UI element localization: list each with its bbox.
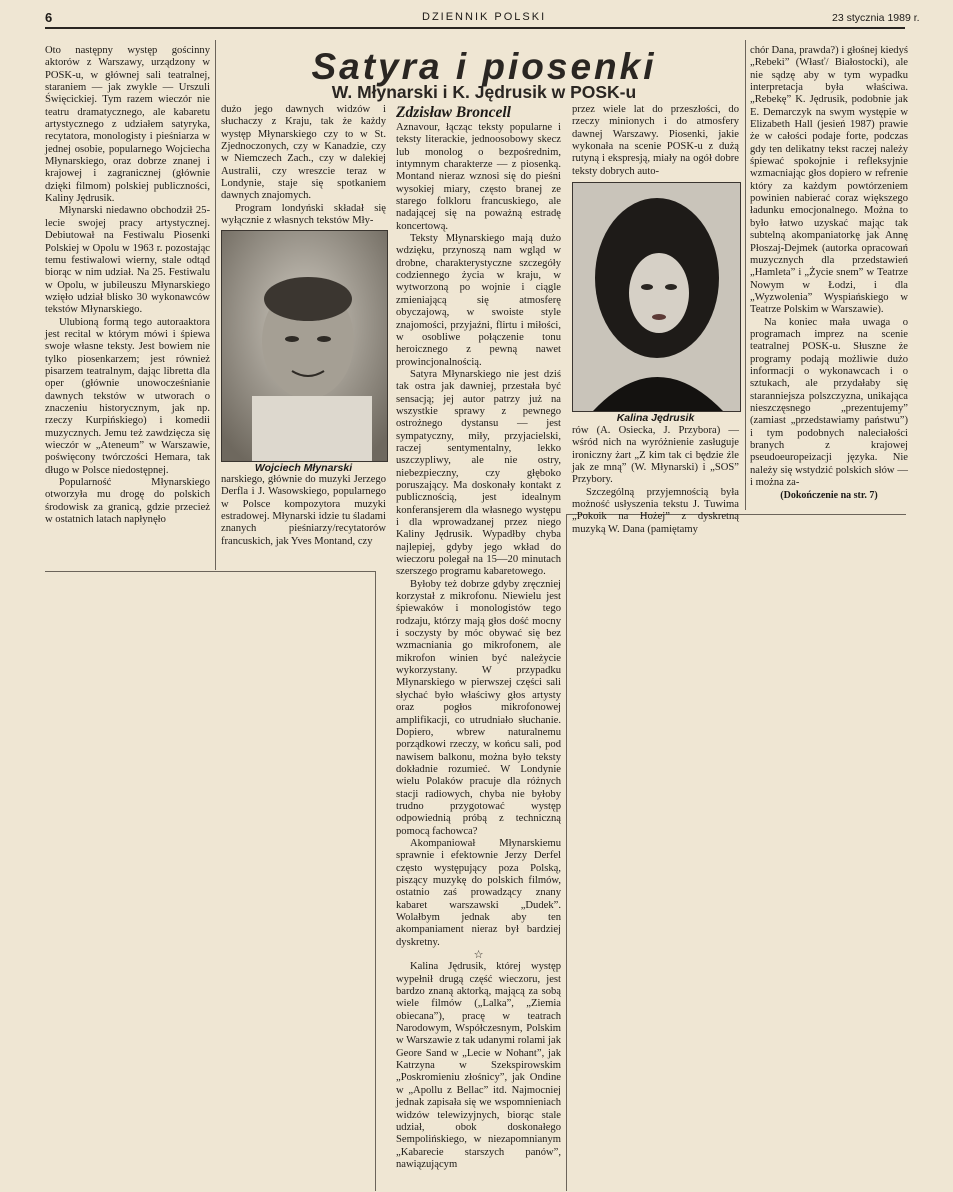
photo-wojciech-mlynarski [221, 230, 388, 462]
photo-kalina-jedrusik [572, 182, 741, 412]
photo-caption: Wojciech Młynarski [254, 462, 353, 474]
column-rule [566, 515, 567, 1191]
paragraph: Aznavour, łącząc teksty popularne i teksty literackie, jednoosobowy skecz lub monolog o bezpośrednim, intymnym charakterze — z piosenką. Montand nieraz wznosi się do pieśni wysokiej miary, często branej ze starego folkloru francuskiego, ale nadającej się na poważną estradę koncertową. [396, 122, 561, 232]
article-subtitle: W. Młynarski i K. Jędrusik w POSK-u [331, 82, 637, 102]
column-5 [750, 45, 908, 489]
paragraph: Kalina Jędrusik, której występ wypełnił drugą część wieczoru, jest bardzo znaną aktorką, mającą za sobą wiele filmów („Lalka”, „Ziemia obiecana”), pracę w teatrach Narodowym, Współczesnym, Polskim w Warszawie z tak udanymi rolami jak Geore Sand w „Lecie w Nohant”, jak Katrzyna w Szekspirowskim „Poskromieniu złośnicy”, jak Ondine w „Apollu z Bellac” itd. Najmocniej jednak zapisała się we wspomnieniach widzów telewizyjnych, biorąc stale udział, obok doskonałego Sempolińskiego, w niezapomnianym „Kabarecie starszych panów”, nawiązującym [396, 961, 561, 1170]
issue-date: 23 stycznia 1989 r. [832, 12, 920, 24]
portrait-image [222, 231, 387, 461]
paragraph: Szczególną przyjemnością była możność usłyszenia tekstu J. Tuwima „Pokoik na Hożej” z dyskretną muzyką W. Dana (pamiętamy [572, 486, 739, 535]
page-number: 6 [45, 10, 53, 25]
column-4-bottom [572, 425, 739, 535]
paragraph: narskiego, głównie do muzyki Jerzego Derfla i J. Wasowskiego, popularnego w Polsce kompozytora muzyki estradowej. Młynarski idzie tu śladami znanych pieśniarzy/recytatorów francuskich, jak Yves Montand, czy [221, 474, 386, 547]
paragraph: Na koniec mała uwaga o programach imprez na scenie teatralnej POSK-u. Słuszne że programy podają możliwie dużo informacji o wykonawcach i o sztukach, ale przydałaby się staranniejsza polszczyzna, unikająca nieszczęsnego „prezentujemy” (zamiast „przedstawiamy państwu”) i tym podobnych naleciałości branych z krajowej pseudoeuropeizacji języka. Nie należy się wstydzić polskich słów — i można za- [750, 316, 908, 489]
paragraph: Program londyński składał się wyłącznie z własnych tekstów Mły- [221, 202, 386, 227]
column-4-top [572, 104, 739, 179]
photo-caption: Kalina Jędrusik [616, 412, 695, 424]
paragraph: Teksty Młynarskiego mają dużo wdzięku, przynoszą nam wgląd w drobne, charakterystyczne szczegóły codziennego życia w kraju, w wytworzoną po wojnie i ciągle zmieniającą się atmosferę obyczajową, w swoiste style znajomości, przyjaźni, flirtu i miłości, w osobliwe połączenie tonu heroicznego z pewną nawet prowincjonalnością. [396, 233, 561, 368]
paragraph: dużo jego dawnych widzów i słuchaczy z Kraju, tak że każdy występ Młynarskiego czy to w St. Zjednoczonych, czy w Kanadzie, czy w Niemczech Zach., czy w dalekiej Australii, czy wreszcie teraz w Londynie, staje się spotkaniem dawnych znajomych. [221, 104, 386, 202]
column-2-bottom [221, 474, 386, 569]
column-rule [215, 40, 216, 570]
column-3 [396, 122, 561, 1187]
portrait-image [573, 183, 740, 411]
column-rule [45, 571, 375, 572]
column-rule [375, 571, 376, 1191]
column-rule [745, 40, 746, 510]
paragraph: rów (A. Osiecka, J. Przybora) — wśród nich na wyróżnienie zasługuje ironiczny żart „Z kim tak ci będzie źle jak ze mną” (W. Młynarski) i „SOS” Przybory. [572, 425, 739, 486]
section-divider: ☆ [473, 949, 484, 962]
paragraph: Oto następny występ gościnny aktorów z Warszawy, urządzony w POSK-u, w głównej sali teatralnej, staraniem — jak zwykle — Urszuli Święcickiej. Tym razem wieczór nie teatru dramatycznego, ale kabaretu artystycznego z udziałem satyryka, recytatora, monologisty i pieśniarza w jednej osobie, popularnego Wojciecha Młynarskiego, oraz dobrze znanej i krajowej i zagranicznej (głównie dzięki filmom) polskiej publiczności, Kaliny Jędrusik. [45, 45, 210, 205]
header-rule [45, 27, 905, 29]
byline: Zdzisław Broncell [396, 104, 511, 121]
paper-name: DZIENNIK POLSKI [422, 11, 547, 23]
article-title: Satyra i piosenki [311, 46, 657, 87]
paragraph: Popularność Młynarskiego otworzyła mu drogę do polskich środowisk za granicą, gdzie przecież w ostatnich latach napłynęło [45, 477, 210, 526]
paragraph: Byłoby też dobrze gdyby zręczniej korzystał z mikrofonu. Niewielu jest śpiewaków i monologistów tego rodzaju, którzy mają głos dość mocny i soczysty by móc obywać się bez wzmacniania go mikrofonem, ale mikrofon winien być należycie wykorzystany. W przypadku Młynarskiego w pierwszej części sali słychać było właściwy głos artysty oraz pogłos mikrofonowej amplifikacji, co utrudniało słuchanie. Dopiero, wbrew naturalnemu porządkowi rzeczy, w końcu sali, pod nawisem balkonu, można było teksty dokładnie rozumieć. W Londynie wielu Polaków pracuje dla różnych stacji radiowych, chyba nie byłoby trudno przygotować występ odpowiednią próbą z techniczną pomocą fachowca? [396, 578, 561, 837]
paragraph: przez wiele lat do przeszłości, do rzeczy minionych i do atmosfery dawnej Warszawy. Piosenki, jakie wykonała na scenie POSK-u z dużą rutyną i ekspresją, miały na ogół dobre teksty dobrych auto- [572, 104, 739, 177]
continuation-note: (Dokończenie na str. 7) [780, 490, 878, 501]
column-2-top [221, 104, 386, 227]
paragraph: Akompaniował Młynarskiemu sprawnie i efektownie Jerzy Derfel często występujący poza Polską, piszący muzykę do polskich filmów, ostatnio zaś prowadzący znany kabaret warszawski „Dudek”. Wolałbym jednak aby ten akompaniament nieraz był bardziej dyskretny. [396, 837, 561, 948]
paragraph: chór Dana, prawda?) i głośnej kiedyś „Rebeki” (Własť/ Białostocki), ale nie sądzę aby w tym wypadku interpretacja była właściwa. „Rebekę” K. Jędrusik, podobnie jak E. Demarczyk na swym występie w Elizabeth Hall (jesień 1987) prawie że w całości podaje forte, podczas gdy ten delikatny tekst raczej należy śpiewać spokojnie i refleksyjnie wzmacniając głos dopiero w refrenie który za każdym powtórzeniem powinien nabierać coraz większego ładunku emocjonalnego. Można to było łatwo uzyskać mając tak subtelną akompaniatorkę jak Annę Płoszaj-Dejmek (autorka opracowań muzycznych dla przedstawień „Hamleta” i „Życie snem” w Teatrze Nowym w Łodzi, i dla „Wyzwolenia” Wyspiańskiego w Teatrze Polskim w Warszawie). [750, 45, 908, 316]
paragraph: Satyra Młynarskiego nie jest dziś tak ostra jak dawniej, przestała być sensacją; jej autor patrzy już na wszystkie sprawy z pewnego ostrożnego dystansu — jest sympatyczny, miły, przyjacielski, raczej sentymentalny, lekko uszczypliwy, ale nie ostry, niebezpieczny, czy głęboko poruszający. Ma doskonały kontakt z publicznością, jest idealnym konferansjerem dla własnego występu i dla wprowadzanej przez niego Kaliny Jędrusik. Wypadłby chyba najlepiej, gdyby jego wkład do wieczoru polegał na 15—20 minutach szerszego programu kabaretowego. [396, 368, 561, 578]
paragraph: Młynarski niedawno obchodził 25-lecie swojej pracy artystycznej. Debiutował na Festiwalu Piosenki Polskiej w Opolu w 1963 r. pozostając temu festiwalowi wierny, stale odtąd biorąc w nim udział. Na 25. Festiwalu w Opolu, w jubileuszu Młynarskiego wzięło udział blisko 30 wykonawców tekstów Młynarskiego. [45, 205, 210, 316]
column-1 [45, 45, 210, 570]
paragraph: Ulubioną formą tego autoraaktora jest recital w którym mówi i śpiewa swoje własne teksty. Jest bowiem nie tylko piosenkarzem; jest również pisarzem teatralnym, dając libretta dla oper (głównie unowocześnianie dawnych tekstów w utworach o znaczeniu historycznym, jak np. rzeczy Kurpińskiego) i komedii muzycznych. Jemu też zawdzięcza się wieczór w „Ateneum” w Warszawie, poświęcony twórczości Hemara, tak długo w Polsce niedostępnej. [45, 316, 210, 476]
